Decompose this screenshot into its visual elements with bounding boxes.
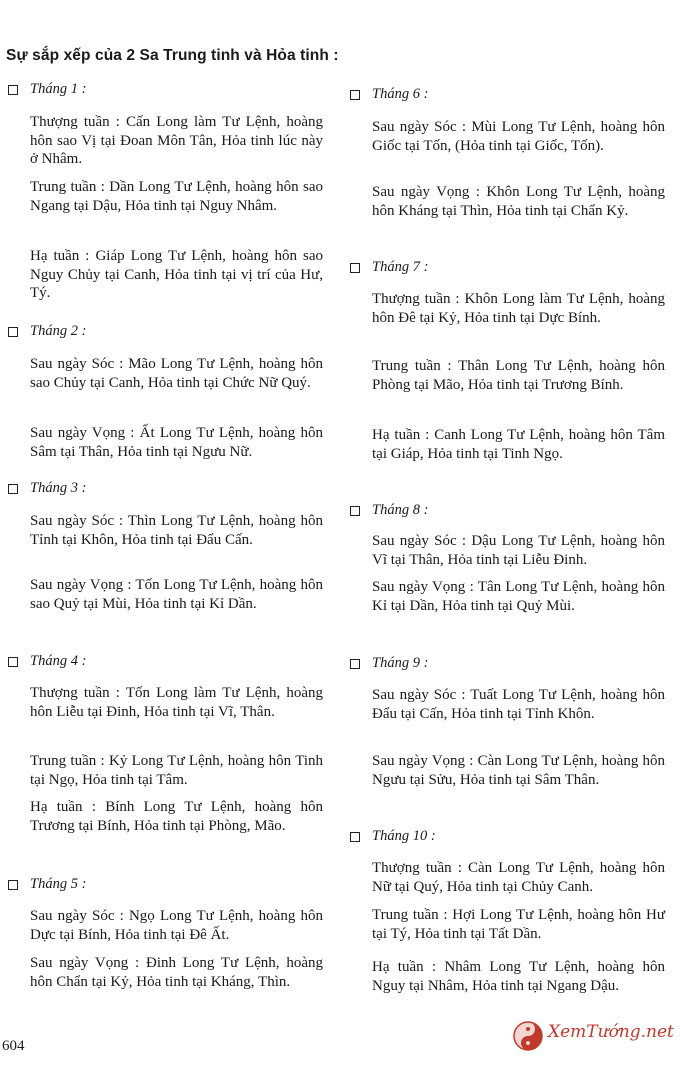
- checkbox-icon: [350, 659, 360, 669]
- paragraph: Sau ngày Vọng : Tân Long Tư Lệnh, hoàng hôn Kỉ tại Dần, Hỏa tinh tại Quỷ Mùi.: [372, 579, 665, 614]
- paragraph: Trung tuần : Dần Long Tư Lệnh, hoàng hôn sao Ngang tại Dậu, Hỏa tinh tại Nguy Nhâm.: [30, 179, 323, 214]
- checkbox-icon: [350, 832, 360, 842]
- paragraph: Sau ngày Sóc : Ngọ Long Tư Lệnh, hoàng hôn Dực tại Bính, Hỏa tinh tại Đê Ất.: [30, 908, 323, 943]
- paragraph: Hạ tuần : Canh Long Tư Lệnh, hoàng hôn Tâm tại Giáp, Hỏa tinh tại Tinh Ngọ.: [372, 427, 665, 462]
- month-title: Tháng 7 :: [372, 259, 429, 275]
- paragraph: Sau ngày Sóc : Tuất Long Tư Lệnh, hoàng hôn Đẩu tại Cấn, Hỏa tinh tại Tỉnh Khôn.: [372, 687, 665, 722]
- watermark-text: XemTướng.net: [548, 1022, 674, 1042]
- paragraph: Sau ngày Vọng : Ất Long Tư Lệnh, hoàng hôn Sâm tại Thân, Hỏa tinh tại Ngưu Nữ.: [30, 425, 323, 460]
- checkbox-icon: [350, 90, 360, 100]
- month-title: Tháng 3 :: [30, 480, 87, 496]
- month-title: Tháng 5 :: [30, 876, 87, 892]
- page-heading: Sự sắp xếp của 2 Sa Trung tinh và Hỏa tinh :: [6, 47, 339, 64]
- paragraph: Sau ngày Sóc : Dậu Long Tư Lệnh, hoàng hôn Vĩ tại Thân, Hỏa tinh tại Liễu Đinh.: [372, 533, 665, 568]
- month-title: Tháng 4 :: [30, 653, 87, 669]
- paragraph: Trung tuần : Hợi Long Tư Lệnh, hoàng hôn Hư tại Tý, Hỏa tinh tại Tất Dần.: [372, 907, 665, 942]
- checkbox-icon: [350, 506, 360, 516]
- paragraph: Hạ tuần : Giáp Long Tư Lệnh, hoàng hôn sao Nguy Chủy tại Canh, Hỏa tinh tại vị trí của Hư, Tý.: [30, 248, 323, 301]
- month-title: Tháng 9 :: [372, 655, 429, 671]
- month-title: Tháng 10 :: [372, 828, 436, 844]
- paragraph: Trung tuần : Thân Long Tư Lệnh, hoàng hôn Phòng tại Mão, Hỏa tinh tại Trương Bính.: [372, 358, 665, 393]
- paragraph: Thượng tuần : Cấn Long làm Tư Lệnh, hoàng hôn sao Vị tại Đoan Môn Tân, Hỏa tinh lúc này ở Nhâm.: [30, 114, 323, 167]
- paragraph: Thượng tuần : Tốn Long làm Tư Lệnh, hoàng hôn Liễu tại Đinh, Hỏa tinh tại Vĩ, Thân.: [30, 685, 323, 720]
- paragraph: Sau ngày Vọng : Càn Long Tư Lệnh, hoàng hôn Ngưu tại Sửu, Hỏa tinh tại Sâm Thân.: [372, 753, 665, 788]
- checkbox-icon: [350, 263, 360, 273]
- month-title: Tháng 2 :: [30, 323, 87, 339]
- watermark-logo: [510, 1016, 675, 1056]
- checkbox-icon: [8, 85, 18, 95]
- paragraph: Sau ngày Vọng : Tốn Long Tư Lệnh, hoàng hôn sao Quỷ tại Mùi, Hỏa tinh tại Kỉ Dần.: [30, 577, 323, 612]
- page-number: 604: [2, 1038, 25, 1054]
- paragraph: Thượng tuần : Càn Long Tư Lệnh, hoàng hôn Nữ tại Quý, Hỏa tinh tại Chủy Canh.: [372, 860, 665, 895]
- paragraph: Sau ngày Vọng : Khôn Long Tư Lệnh, hoàng hôn Kháng tại Thìn, Hỏa tinh tại Chẩn Kỷ.: [372, 184, 665, 219]
- paragraph: Trung tuần : Kỷ Long Tư Lệnh, hoàng hôn Tinh tại Ngọ, Hỏa tinh tại Tâm.: [30, 753, 323, 788]
- month-title: Tháng 1 :: [30, 81, 87, 97]
- paragraph: Sau ngày Vọng : Đinh Long Tư Lệnh, hoàng hôn Chẩn tại Kỷ, Hỏa tinh tại Kháng, Thìn.: [30, 955, 323, 990]
- paragraph: Sau ngày Sóc : Mùi Long Tư Lệnh, hoàng hôn Giốc tại Tốn, (Hỏa tinh tại Giốc, Tốn).: [372, 119, 665, 154]
- month-title: Tháng 6 :: [372, 86, 429, 102]
- paragraph: Sau ngày Sóc : Thìn Long Tư Lệnh, hoàng hôn Tỉnh tại Khôn, Hỏa tinh tại Đẩu Cấn.: [30, 513, 323, 548]
- yin-yang-icon: [512, 1020, 544, 1052]
- checkbox-icon: [8, 880, 18, 890]
- paragraph: Hạ tuần : Nhâm Long Tư Lệnh, hoàng hôn Nguy tại Nhâm, Hỏa tinh tại Ngang Dậu.: [372, 959, 665, 994]
- month-title: Tháng 8 :: [372, 502, 429, 518]
- paragraph: Sau ngày Sóc : Mão Long Tư Lệnh, hoàng hôn sao Chủy tại Canh, Hỏa tinh tại Chức Nữ Quý.: [30, 356, 323, 391]
- checkbox-icon: [8, 657, 18, 667]
- paragraph: Thượng tuần : Khôn Long làm Tư Lệnh, hoàng hôn Đê tại Kỷ, Hỏa tinh tại Dực Bính.: [372, 291, 665, 326]
- paragraph: Hạ tuần : Bính Long Tư Lệnh, hoàng hôn Trương tại Bính, Hỏa tinh tại Phòng, Mão.: [30, 799, 323, 834]
- checkbox-icon: [8, 484, 18, 494]
- checkbox-icon: [8, 327, 18, 337]
